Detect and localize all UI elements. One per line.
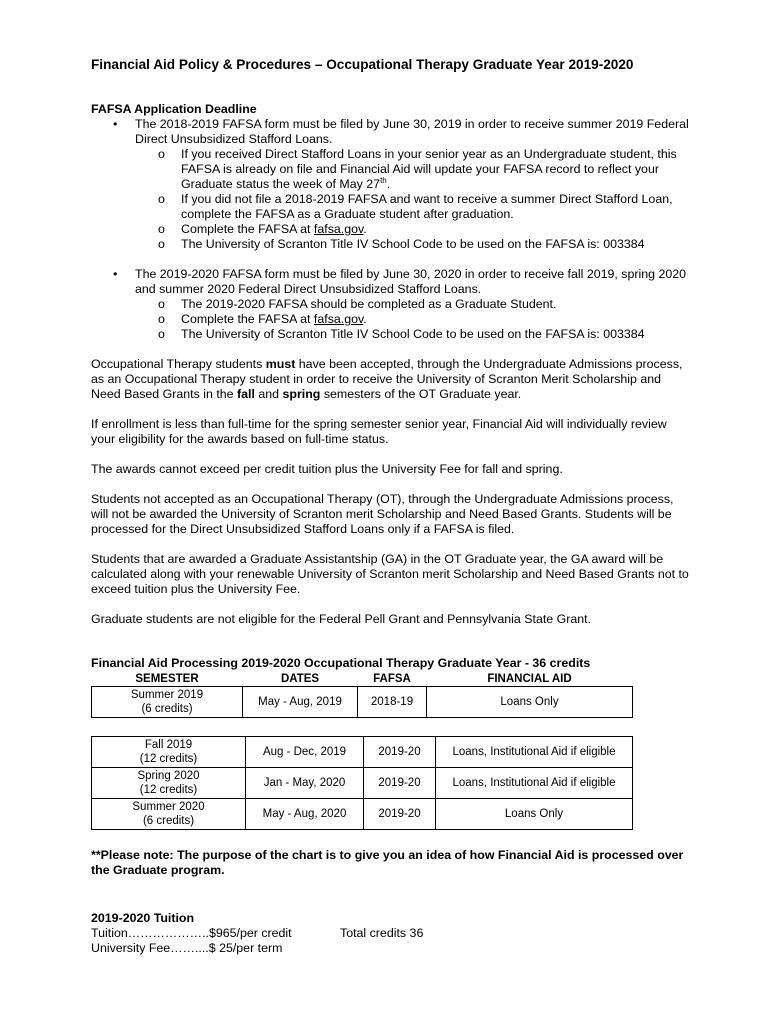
cell-financial-aid: Loans, Institutional Aid if eligible bbox=[436, 737, 633, 768]
header-fafsa: FAFSA bbox=[373, 673, 411, 685]
tuition-heading: 2019-2020 Tuition bbox=[91, 911, 195, 925]
circle-bullet-icon: o bbox=[158, 192, 165, 206]
bullet-text: The 2018-2019 FAFSA form must be filed by June 30, 2019 in order to receive summer 2019 Federal Direct Unsubsidized Stafford Loans. bbox=[135, 117, 689, 146]
header-semester: SEMESTER bbox=[135, 673, 199, 685]
page-title: Financial Aid Policy & Procedures – Occupational Therapy Graduate Year 2019-2020 bbox=[91, 57, 634, 72]
cell-semester: Spring 2020 (12 credits) bbox=[92, 768, 246, 799]
sub-bullet-text-end: . bbox=[363, 222, 367, 236]
tuition-rate: Tuition………………..$965/per credit bbox=[91, 926, 292, 940]
cell-fafsa: 2019-20 bbox=[364, 799, 436, 830]
fafsa-link[interactable]: fafsa.gov bbox=[313, 222, 364, 236]
cell-fafsa: 2019-20 bbox=[364, 737, 436, 768]
cell-financial-aid: Loans Only bbox=[427, 687, 633, 718]
bullet-item bbox=[91, 267, 691, 297]
tuition-line bbox=[91, 926, 691, 941]
table-row bbox=[92, 737, 633, 768]
sub-bullet-item bbox=[91, 222, 691, 237]
circle-bullet-icon: o bbox=[158, 237, 165, 251]
cell-dates: Aug - Dec, 2019 bbox=[246, 737, 364, 768]
sub-bullet-text: The University of Scranton Title IV School Code to be used on the FAFSA is: 003384 bbox=[181, 237, 645, 251]
ordinal-suffix: th bbox=[380, 175, 387, 185]
chart-note: **Please note: The purpose of the chart is to give you an idea of how Financial Aid is processed over the Graduate program. bbox=[91, 848, 684, 877]
sub-bullet-item bbox=[91, 312, 691, 327]
document-page bbox=[91, 56, 691, 956]
circle-bullet-icon: o bbox=[158, 327, 165, 341]
table-row bbox=[92, 799, 633, 830]
cell-semester: Summer 2020 (6 credits) bbox=[92, 799, 246, 830]
paragraph-ot-acceptance: Occupational Therapy students must have been accepted, through the Undergraduate Admissions process, as an Occupational Therapy student in order to receive the University of Scranton Merit Scholarship and Need Based Grants in the fall and spring semesters of the OT Graduate year. bbox=[91, 357, 683, 401]
sub-bullet-item bbox=[91, 147, 691, 192]
paragraph-not-accepted: Students not accepted as an Occupational Therapy (OT), through the Undergraduate Admissions process, will not be awarded the University of Scranton merit Scholarship and Need Based Grants. Students will be processed for the Direct Unsubsidized Stafford Loans only if a FAFSA is filed. bbox=[91, 492, 674, 536]
processing-heading: Financial Aid Processing 2019-2020 Occupational Therapy Graduate Year - 36 credits bbox=[91, 656, 591, 670]
fafsa-link[interactable]: fafsa.gov bbox=[313, 312, 364, 326]
sub-bullet-item bbox=[91, 327, 691, 342]
cell-dates: May - Aug, 2020 bbox=[246, 799, 364, 830]
header-dates: DATES bbox=[280, 673, 320, 685]
sub-bullet-text-end: . bbox=[363, 312, 367, 326]
sub-bullet-text: The University of Scranton Title IV School Code to be used on the FAFSA is: 003384 bbox=[181, 327, 645, 341]
sub-bullet-item bbox=[91, 192, 691, 222]
cell-fafsa: 2018-19 bbox=[358, 687, 427, 718]
processing-table-summer bbox=[91, 672, 633, 718]
table-row bbox=[92, 768, 633, 799]
cell-fafsa: 2019-20 bbox=[364, 768, 436, 799]
cell-financial-aid: Loans Only bbox=[436, 799, 633, 830]
paragraph-awards-limit: The awards cannot exceed per credit tuition plus the University Fee for fall and spring. bbox=[91, 462, 563, 476]
fafsa-deadline-heading: FAFSA Application Deadline bbox=[91, 102, 257, 116]
cell-dates: Jan - May, 2020 bbox=[246, 768, 364, 799]
paragraph-pell-grant: Graduate students are not eligible for the Federal Pell Grant and Pennsylvania State Grant. bbox=[91, 612, 592, 626]
processing-table-year bbox=[91, 736, 633, 830]
table-row bbox=[92, 687, 633, 718]
sub-bullet-item bbox=[91, 237, 691, 252]
sub-bullet-text: If you received Direct Stafford Loans in your senior year as an Undergraduate student, this FAFSA is already on file and Financial Aid will update your FAFSA record to reflect your Graduate status the week of May 27 bbox=[181, 147, 677, 191]
cell-semester: Summer 2019 (6 credits) bbox=[92, 687, 243, 718]
sub-bullet-item bbox=[91, 297, 691, 312]
sub-bullet-text: Complete the FAFSA at bbox=[181, 222, 314, 236]
sub-bullet-text: If you did not file a 2018-2019 FAFSA and want to receive a summer Direct Stafford Loan, complete the FAFSA as a Graduate student after graduation. bbox=[181, 192, 673, 221]
sub-bullet-text: The 2019-2020 FAFSA should be completed as a Graduate Student. bbox=[181, 297, 557, 311]
bullet-dot-icon: • bbox=[113, 117, 118, 131]
circle-bullet-icon: o bbox=[158, 147, 165, 161]
header-financial-aid: FINANCIAL AID bbox=[487, 673, 572, 685]
bullet-item bbox=[91, 117, 691, 147]
sub-bullet-text: Complete the FAFSA at bbox=[181, 312, 314, 326]
circle-bullet-icon: o bbox=[158, 312, 165, 326]
circle-bullet-icon: o bbox=[158, 297, 165, 311]
circle-bullet-icon: o bbox=[158, 222, 165, 236]
paragraph-enrollment: If enrollment is less than full-time for the spring semester senior year, Financial Aid will individually review your eligibility for the awards based on full-time status. bbox=[91, 417, 667, 446]
table-header-row bbox=[92, 672, 633, 687]
sub-bullet-text-end: . bbox=[386, 177, 391, 191]
bullet-text: The 2019-2020 FAFSA form must be filed by June 30, 2020 in order to receive fall 2019, spring 2020 and summer 2020 Federal Direct Unsubsidized Stafford Loans. bbox=[135, 267, 687, 296]
cell-financial-aid: Loans, Institutional Aid if eligible bbox=[436, 768, 633, 799]
university-fee-line: University Fee……....$ 25/per term bbox=[91, 941, 283, 955]
cell-semester: Fall 2019 (12 credits) bbox=[92, 737, 246, 768]
bullet-dot-icon: • bbox=[113, 267, 118, 281]
cell-dates: May - Aug, 2019 bbox=[243, 687, 358, 718]
total-credits: Total credits 36 bbox=[340, 926, 424, 940]
paragraph-graduate-assistantship: Students that are awarded a Graduate Assistantship (GA) in the OT Graduate year, the GA award will be calculated along with your renewable University of Scranton merit Scholarship and Need Based Grants not to exceed tuition plus the University Fee. bbox=[91, 552, 689, 596]
